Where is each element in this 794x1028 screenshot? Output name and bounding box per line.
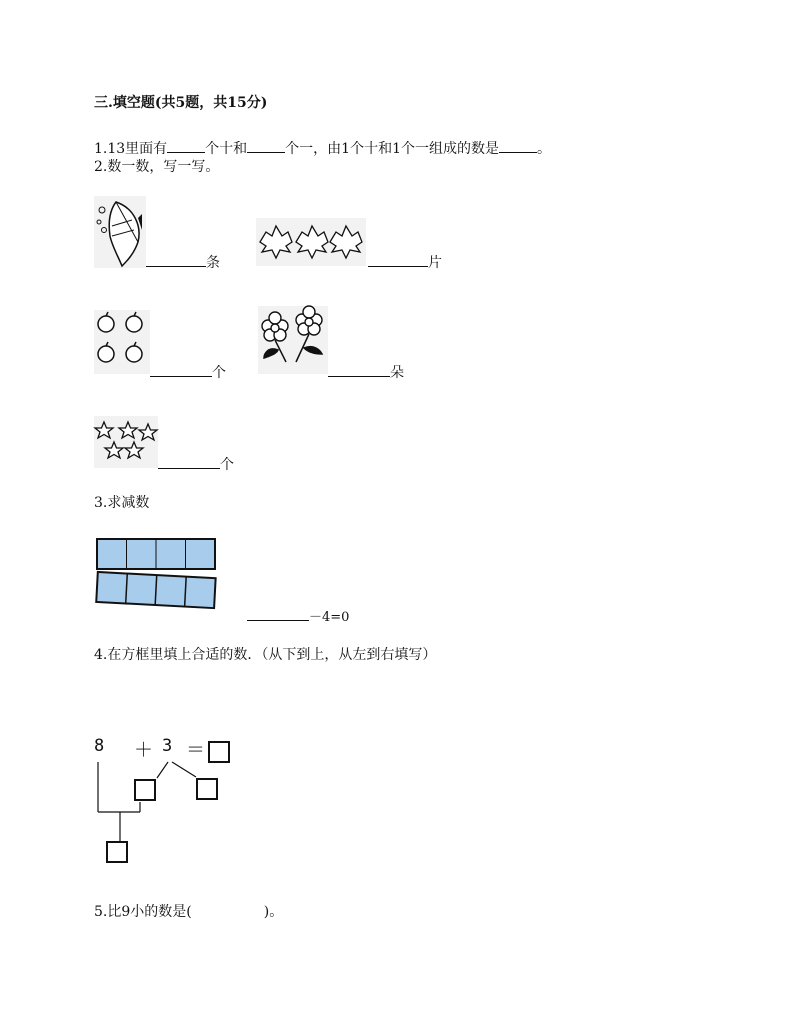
q3-equation-tail: －4=0 <box>309 610 350 625</box>
question-2-prompt: 2.数一数，写一写。 <box>94 159 220 175</box>
flowers-unit: 朵 <box>390 365 404 381</box>
q4-box-split-left[interactable] <box>134 779 156 801</box>
leaves-unit: 片 <box>428 255 442 271</box>
question-5 <box>94 903 283 921</box>
question-4-prompt: 4.在方框里填上合适的数．（从下到上，从左到右填写） <box>94 647 437 663</box>
q4-num-b: 3 <box>162 736 173 756</box>
q4-box-split-right[interactable] <box>196 778 218 800</box>
q5-prefix: 5.比9小的数是( <box>94 904 192 920</box>
q4-num-a: 8 <box>94 736 105 756</box>
q4-plus: ＋ <box>134 739 154 761</box>
q4-box-bottom[interactable] <box>106 841 128 863</box>
q5-suffix: )。 <box>263 904 284 920</box>
section-title: 三.填空题(共5题，共15分) <box>94 95 268 111</box>
stars-unit: 个 <box>220 457 234 473</box>
question-3-prompt: 3.求减数 <box>94 495 150 511</box>
q1-suffix: 。 <box>537 141 551 157</box>
apples-unit: 个 <box>212 365 226 381</box>
q1-part2: 个十和 <box>205 141 248 157</box>
q1-prefix: 1.13里面有 <box>94 141 168 157</box>
fish-unit: 条 <box>206 255 220 271</box>
q4-equals: ＝ <box>186 739 206 761</box>
q1-part3: 个一，由1个十和1个一组成的数是 <box>285 141 499 157</box>
